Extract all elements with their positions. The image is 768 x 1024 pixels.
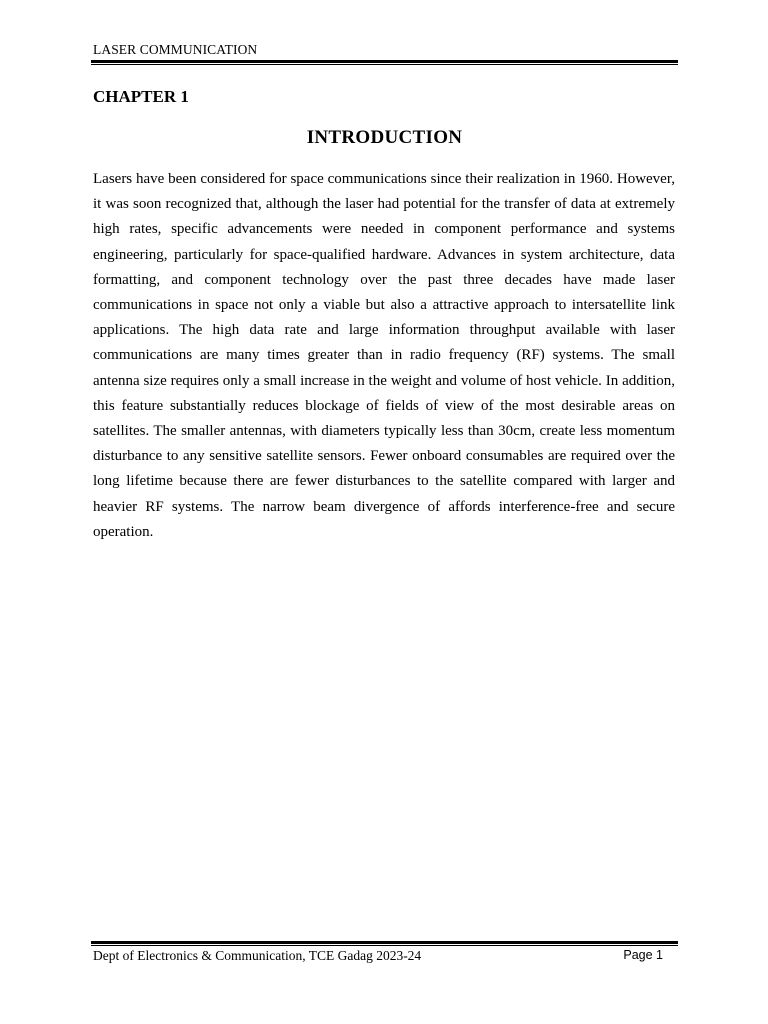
chapter-title: INTRODUCTION	[306, 127, 463, 148]
footer-rule-thick	[91, 941, 678, 944]
running-header: LASER COMMUNICATION	[93, 42, 258, 57]
body-paragraph: Lasers have been considered for space communications since their realization in 1960. However, it was soon recognized that, although the laser had potential for the transfer of data at extremely high rates, specific advancements were needed in component performance and systems engineering, particularly for space-qualified hardware. Advances in system architecture, data formatting, and component technology over the past three decades have made laser communications in space not only a viable but also a attractive approach to intersatellite link applications. The high data rate and large information throughput available with laser communications are many times greater than in radio frequency (RF) systems. The small antenna size requires only a small increase in the weight and volume of host vehicle. In addition, this feature substantially reduces blockage of fields of view of the most desirable areas on satellites. The smaller antennas, with diameters typically less than 30cm, create less momentum disturbance to any sensitive satellite sensors. Fewer onboard consumables are required over the long lifetime because there are fewer disturbances to the satellite compared with larger and heavier RF systems. The narrow beam divergence of affords interference-free and secure operation.	[93, 171, 675, 540]
header-rule-thin	[91, 64, 678, 65]
header-rule-thick	[91, 60, 678, 63]
header-rule	[91, 60, 678, 65]
footer-page-number: Page 1	[623, 948, 663, 962]
footer-department: Dept of Electronics & Communication, TCE Gadag 2023-24	[93, 948, 422, 963]
footer-rule-thin	[91, 945, 678, 946]
footer-rule	[91, 941, 678, 946]
chapter-label: CHAPTER 1	[93, 87, 189, 106]
